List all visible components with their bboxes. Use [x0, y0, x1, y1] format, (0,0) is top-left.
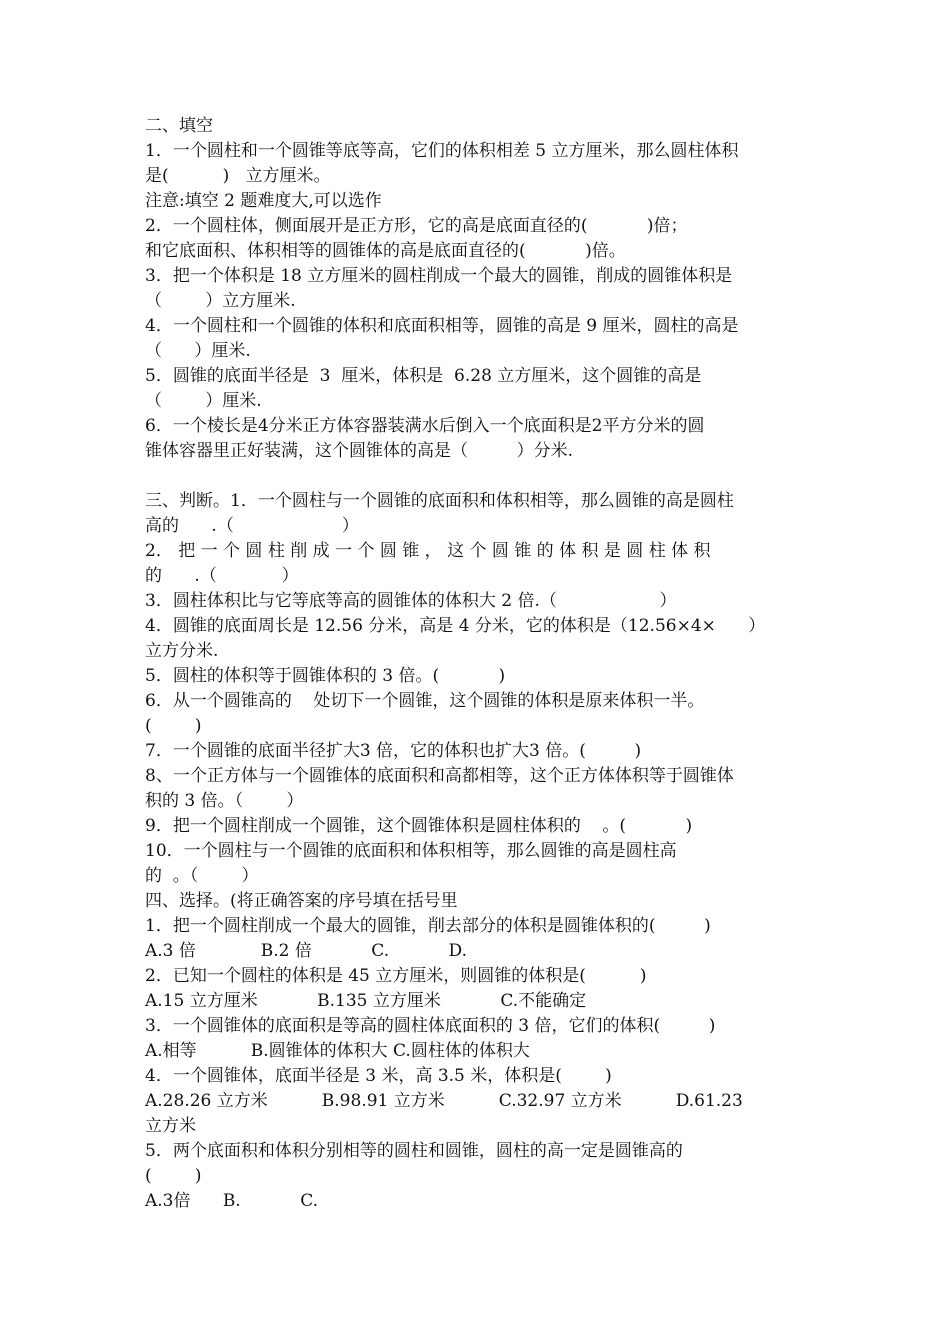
text-line: 6．一个棱长是4分米正方体容器装满水后倒入一个底面积是2平方分米的圆 — [145, 416, 705, 436]
text-line: 10．一个圆柱与一个圆锥的底面积和体积相等，那么圆锥的高是圆柱高 — [145, 841, 677, 861]
text-line: 4．一个圆锥体，底面半径是 3 米，高 3.5 米，体积是( ) — [145, 1066, 612, 1086]
text-line: A.相等 B.圆锥体的体积大 C.圆柱体的体积大 — [145, 1041, 530, 1061]
text-line: 的 。（ ） — [145, 866, 259, 886]
text-line: 1．一个圆柱和一个圆锥等底等高，它们的体积相差 5 立方厘米，那么圆柱体积 — [145, 141, 739, 161]
text-line: 7．一个圆锥的底面半径扩大3 倍，它的体积也扩大3 倍。( ) — [145, 741, 642, 761]
text-line: 二、填空 — [145, 116, 213, 136]
text-line: 是( ) 立方厘米。 — [145, 166, 331, 186]
text-line: 立方分米. — [145, 641, 219, 661]
text-line: 立方米 — [145, 1116, 196, 1136]
text-line: 的 .（ ） — [145, 566, 299, 586]
text-line: （ ）厘米. — [145, 341, 251, 361]
text-line: A.15 立方厘米 B.135 立方厘米 C.不能确定 — [145, 991, 587, 1011]
text-line: 1．把一个圆柱削成一个最大的圆锥，削去部分的体积是圆锥体积的( ) — [145, 916, 711, 936]
text-line: 锥体容器里正好装满，这个圆锥体的高是（ ）分米. — [145, 441, 574, 461]
text-line: 9．把一个圆柱削成一个圆锥，这个圆锥体积是圆柱体积的 。( ) — [145, 816, 693, 836]
text-line: 3．一个圆锥体的底面积是等高的圆柱体底面积的 3 倍，它们的体积( ) — [145, 1016, 716, 1036]
text-line: 四、选择。(将正确答案的序号填在括号里 — [145, 891, 458, 911]
text-line: 5．圆柱的体积等于圆锥体积的 3 倍。( ) — [145, 666, 506, 686]
text-line: 3．圆柱体积比与它等底等高的圆锥体的体积大 2 倍.（ ） — [145, 591, 677, 611]
text-line: A.28.26 立方米 B.98.91 立方米 C.32.97 立方米 D.61.23 — [145, 1091, 743, 1111]
text-line: 高的 .（ ） — [145, 516, 359, 536]
text-line: 5．两个底面积和体积分别相等的圆柱和圆锥，圆柱的高一定是圆锥高的 — [145, 1141, 683, 1161]
text-line: 5．圆锥的底面半径是 3 厘米，体积是 6.28 立方厘米，这个圆锥的高是 — [145, 366, 702, 386]
text-line: 积的 3 倍。（ ） — [145, 791, 304, 811]
text-line: 2． 把 一 个 圆 柱 削 成 一 个 圆 锥 ， 这 个 圆 锥 的 体 积 是 圆 柱 体 积 — [145, 541, 711, 561]
text-line: 2．一个圆柱体，侧面展开是正方形，它的高是底面直径的( )倍； — [145, 216, 688, 236]
text-line: 8、一个正方体与一个圆锥体的底面积和高都相等，这个正方体体积等于圆锥体 — [145, 766, 734, 786]
text-line: 3．把一个体积是 18 立方厘米的圆柱削成一个最大的圆锥，削成的圆锥体积是 — [145, 266, 733, 286]
text-line: 注意:填空 2 题难度大,可以选作 — [145, 191, 382, 211]
text-line: 和它底面积、体积相等的圆锥体的高是底面直径的( )倍。 — [145, 241, 626, 261]
text-line: ( ) — [145, 1166, 202, 1186]
text-line: 三、判断。1．一个圆柱与一个圆锥的底面积和体积相等，那么圆锥的高是圆柱 — [145, 491, 734, 511]
text-line: （ ）厘米. — [145, 391, 262, 411]
text-line: 4．一个圆柱和一个圆锥的体积和底面积相等，圆锥的高是 9 厘米，圆柱的高是 — [145, 316, 739, 336]
text-line: 4．圆锥的底面周长是 12.56 分米，高是 4 分米，它的体积是（12.56×4× ） — [145, 616, 766, 636]
text-line: A.3 倍 B.2 倍 C. D. — [145, 941, 467, 961]
text-line: A.3倍 B. C. — [145, 1191, 319, 1211]
text-line: （ ）立方厘米. — [145, 291, 296, 311]
text-line: 6．从一个圆锥高的 处切下一个圆锥，这个圆锥的体积是原来体积一半。 — [145, 691, 705, 711]
text-line: ( ) — [145, 716, 202, 736]
text-line: 2．已知一个圆柱的体积是 45 立方厘米，则圆锥的体积是( ) — [145, 966, 647, 986]
